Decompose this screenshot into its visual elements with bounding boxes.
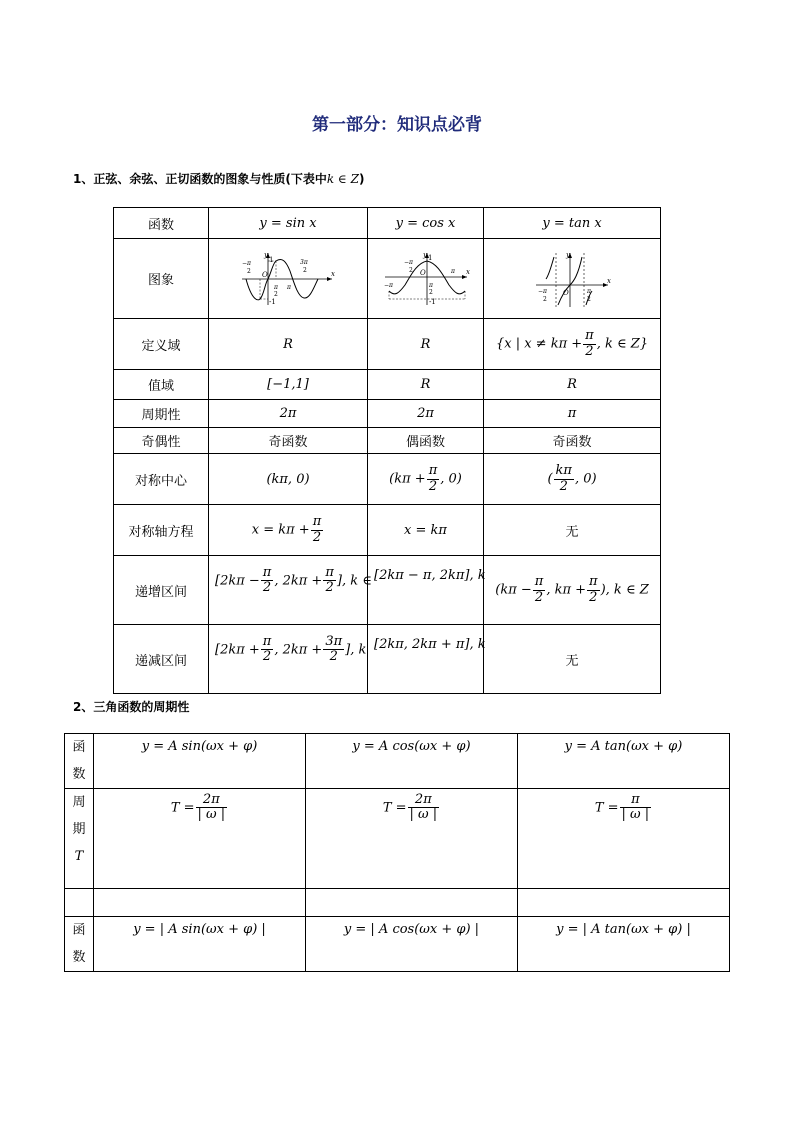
row-label: 值域 [114, 370, 209, 400]
parity-sin: 奇函数 [209, 428, 368, 454]
range-cos: R [368, 370, 484, 400]
page-title: 第一部分：知识点必背 [312, 115, 482, 135]
axis-label-x: x [331, 269, 335, 278]
tick-neg-one: -1 [428, 297, 436, 306]
center-tan: ( $\frac{k\pi}{2}$ , 0) [484, 454, 661, 505]
cos-graph-cell [368, 239, 484, 319]
tick-two: 2 [303, 266, 307, 274]
row-label: 定义域 [114, 319, 209, 370]
tick-neg-one: -1 [269, 297, 276, 306]
section1-heading: 1、正弦、余弦、正切函数的图象与性质(下表中k ∈ Z) [73, 172, 365, 186]
origin-label: O [563, 288, 569, 297]
table-row [114, 454, 661, 505]
tick-minus: − [538, 287, 544, 295]
table-row [65, 889, 730, 917]
increasing-cos: [2kπ − π, 2kπ], k [368, 556, 484, 625]
row-label: 周 期 T [65, 789, 94, 889]
row-label: 图象 [114, 239, 209, 319]
table-row [114, 625, 661, 694]
trig-properties-table [113, 207, 661, 694]
tick-pi: π [274, 283, 278, 291]
axis-label-y: y [422, 250, 427, 259]
tick-pi: π [543, 287, 547, 295]
trig-period-table [64, 733, 730, 972]
period-sin: 2π [209, 400, 368, 428]
abs-func-acos: y = | A cos(ωx + φ) | [306, 917, 518, 972]
domain-cos: R [368, 319, 484, 370]
tick-two: 2 [587, 295, 591, 303]
axis-tan: 无 [484, 505, 661, 556]
axis-label-y: y [264, 250, 268, 259]
period-tan: π [484, 400, 661, 428]
tick-pi: π [450, 267, 455, 275]
decreasing-sin: [2kπ + $\frac{\pi}{2}$ , 2kπ + $\frac{3\pi}{2}$ ], k [209, 625, 368, 694]
table-row [114, 319, 661, 370]
row-label: 函 数 [65, 917, 94, 972]
table-row [114, 556, 661, 625]
table-row [65, 917, 730, 972]
abs-func-asin: y = | A sin(ωx + φ) | [94, 917, 306, 972]
func-sin: y = sin x [209, 208, 368, 239]
func-asin: y = A sin(ωx + φ) [94, 734, 306, 789]
tick-two: 2 [408, 266, 413, 274]
tick-pi: π [287, 283, 291, 291]
row-label: 函数 [114, 208, 209, 239]
row-label: 周期性 [114, 400, 209, 428]
tick-two: 2 [247, 267, 251, 275]
period-acos: T = $\frac{2\pi}{| \omega |}$ [306, 789, 518, 889]
tick-pi: π [587, 287, 591, 295]
increasing-tan: (kπ − $\frac{\pi}{2}$ , kπ + $\frac{\pi}{2}$ ), k ∈ Z [484, 556, 661, 625]
tick-two: 2 [543, 295, 547, 303]
row-label: 递减区间 [114, 625, 209, 694]
table-row [65, 789, 730, 889]
axis-label-y: y [566, 250, 570, 259]
decreasing-tan: 无 [484, 625, 661, 694]
func-cos: y = cos x [368, 208, 484, 239]
parity-tan: 奇函数 [484, 428, 661, 454]
empty-cell [94, 889, 306, 917]
tick-one: 1 [269, 255, 274, 264]
row-label: 对称中心 [114, 454, 209, 505]
tan-graph [532, 249, 612, 309]
tick-minus: − [242, 259, 248, 267]
origin-label: O [419, 268, 426, 277]
section2-heading: 2、三角函数的周期性 [73, 700, 190, 714]
sin-graph [238, 249, 338, 309]
increasing-sin: [2kπ − $\frac{\pi}{2}$ , 2kπ + $\frac{\pi}{2}$ ], k ∈ [209, 556, 368, 625]
row-label: 奇偶性 [114, 428, 209, 454]
table-row [65, 734, 730, 789]
period-asin: T = $\frac{2\pi}{| \omega |}$ [94, 789, 306, 889]
func-tan: y = tan x [484, 208, 661, 239]
decreasing-cos: [2kπ, 2kπ + π], k [368, 625, 484, 694]
tick-3pi: 3π [300, 258, 308, 266]
tick-one: 1 [427, 253, 432, 262]
tick-pi: π [247, 259, 251, 267]
domain-sin: R [209, 319, 368, 370]
center-cos: (kπ + $\frac{\pi}{2}$ , 0) [368, 454, 484, 505]
table-row [114, 208, 661, 239]
table-row [114, 505, 661, 556]
range-sin: [−1,1] [209, 370, 368, 400]
row-label: 对称轴方程 [114, 505, 209, 556]
table-row [114, 239, 661, 319]
parity-cos: 偶函数 [368, 428, 484, 454]
row-label: 函 数 [65, 734, 94, 789]
range-tan: R [484, 370, 661, 400]
func-atan: y = A tan(ωx + φ) [518, 734, 730, 789]
table-row [114, 428, 661, 454]
center-sin: (kπ, 0) [209, 454, 368, 505]
axis-label-x: x [607, 276, 611, 285]
period-atan: T = $\frac{\pi}{| \omega |}$ [518, 789, 730, 889]
empty-cell [65, 889, 94, 917]
period-cos: 2π [368, 400, 484, 428]
cos-graph [381, 249, 471, 309]
tick-minus: − [403, 258, 409, 266]
domain-tan: {x | x ≠ kπ + $\frac{\pi}{2}$ , k ∈ Z} [484, 319, 661, 370]
tick-two: 2 [428, 288, 433, 296]
empty-cell [306, 889, 518, 917]
func-acos: y = A cos(ωx + φ) [306, 734, 518, 789]
tick-two: 2 [274, 290, 278, 298]
row-label: 递增区间 [114, 556, 209, 625]
axis-sin: x = kπ + $\frac{\pi}{2}$ [209, 505, 368, 556]
table-row [114, 370, 661, 400]
tan-graph-cell [484, 239, 661, 319]
origin-label: O [262, 270, 268, 279]
table-row [114, 400, 661, 428]
abs-func-atan: y = | A tan(ωx + φ) | [518, 917, 730, 972]
tick-pi: π [408, 258, 413, 266]
sin-graph-cell [209, 239, 368, 319]
tick-neg-pi: −π [383, 281, 393, 289]
empty-cell [518, 889, 730, 917]
axis-label-x: x [465, 267, 470, 276]
tick-pi: π [428, 281, 433, 289]
axis-cos: x = kπ [368, 505, 484, 556]
